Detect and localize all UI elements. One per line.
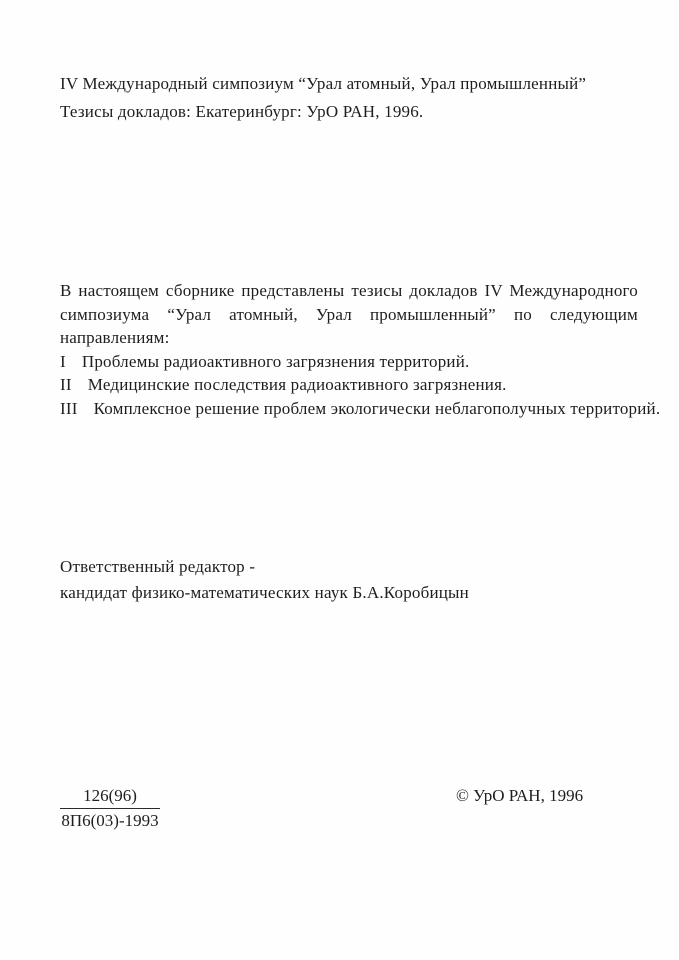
classification-code [60, 786, 160, 831]
title-line-2: Тезисы докладов: Екатеринбург: УрО РАН, 1996. [60, 102, 424, 121]
section-numeral-3: III [60, 398, 78, 418]
section-text-1: Проблемы радиоактивного загрязнения территорий. [81, 351, 470, 371]
section-numeral-1: I [60, 351, 66, 371]
section-item-2 [60, 373, 638, 397]
editor-line-2: кандидат физико-математических наук Б.А.Коробицын [60, 583, 469, 602]
editor-line-1: Ответственный редактор - [60, 557, 256, 576]
section-text-3: Комплексное решение проблем экологически неблагополучных территорий. [93, 398, 661, 418]
bibliographic-header [60, 70, 640, 126]
annotation-intro-line-1: В настоящем сборнике представлены тезисы докладов IV Международного [60, 281, 638, 300]
annotation-intro-line-2: симпозиума “Урал атомный, Урал промышленный” по следующим направлениям: [60, 304, 638, 347]
section-numeral-2: II [60, 375, 72, 394]
classification-numerator: 126(96) [60, 786, 160, 809]
title-line-1: IV Международный симпозиум “Урал атомный, Урал промышленный” [60, 74, 587, 93]
copyright-notice: © УрО РАН, 1996 [456, 786, 584, 805]
section-item-1 [60, 350, 638, 374]
editor-credit [60, 554, 620, 606]
section-text-2: Медицинские последствия радиоактивного загрязнения. [87, 375, 507, 394]
annotation [60, 279, 661, 420]
section-item-3 [60, 397, 661, 421]
classification-denominator: 8П6(03)-1993 [61, 811, 159, 830]
